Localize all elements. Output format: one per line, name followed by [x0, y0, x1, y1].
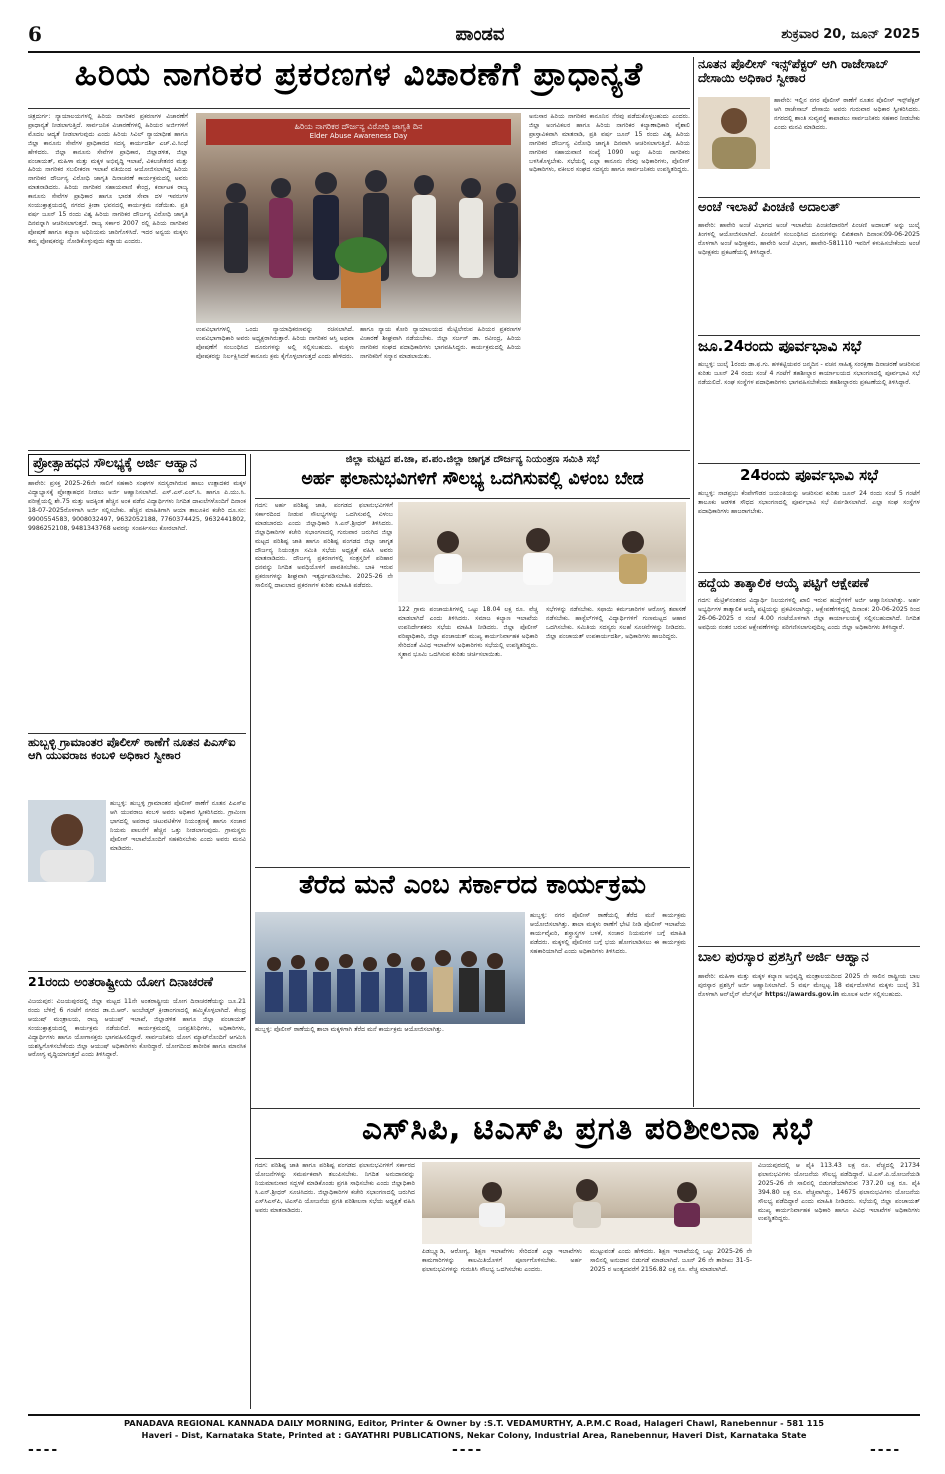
event-figures — [196, 143, 521, 323]
footer-dash-center: ---- — [452, 1442, 484, 1458]
elders-under-photo-b: ಹಾಗೂ ನ್ಯಾಯ ಕೋರಿ ನ್ಯಾಯಾಲಯದ ಮೆಟ್ಟಿಲೇರುವ ಹಿರಿಯರ ಪ್ರಕರಣಗಳ ವಿಚಾರಣೆ ಶೀಘ್ರವಾಗಿ ನಡೆಯಬೇಕು. ಜಿಲ್ಲಾ ಸರ್ಜನ್ ಡಾ. ರವೀಂದ್ರ, ಹಿರಿಯ ನಾಗರಿಕರ ಸಂಘದ ಪದಾಧಿಕಾರಿಗಳು ಭಾಗವಹಿಸಿದ್ದರು. ಕಾರ್ಯಕ್ರಮದಲ್ಲಿ ಹಿರಿಯ ನಾಗರಿಕರಿಗೆ ಸನ್ಮಾನ ಮಾಡಲಾಯಿತು. — [360, 326, 521, 360]
yoga-body: ವಿಜಯಪುರ: ವಿಜಯಪುರದಲ್ಲಿ ಜಿಲ್ಲಾ ಮಟ್ಟದ 11ನೇ ಅಂತರಾಷ್ಟ್ರೀಯ ಯೋಗ ದಿನಾಚರಣೆಯನ್ನು ಜೂ.21 ರಂದು ಬೆಳಿಗ್ಗೆ 6 ಗಂಟೆಗೆ ನಗರದ ಡಾ.ಬಿ.ಆರ್. ಅಂಬೇಡ್ಕರ್ ಕ್ರೀಡಾಂಗಣದಲ್ಲಿ ಹಮ್ಮಿಕೊಳ್ಳಲಾಗಿದೆ. ಕೇಂದ್ರ ಆಯುಷ್ ಮಂತ್ರಾಲಯ, ರಾಜ್ಯ ಆಯುಷ್ ಇಲಾಖೆ, ಜಿಲ್ಲಾಡಳಿತ ಹಾಗೂ ಜಿಲ್ಲಾ ಪಂಚಾಯತ್ ಸಂಯುಕ್ತಾಶ್ರಯದಲ್ಲಿ ಕಾರ್ಯಕ್ರಮ ನಡೆಯಲಿದೆ. ಕಾರ್ಯಕ್ರಮದಲ್ಲಿ ಜನಪ್ರತಿನಿಧಿಗಳು, ಅಧಿಕಾರಿಗಳು, ವಿದ್ಯಾರ್ಥಿಗಳು ಹಾಗೂ ಯೋಗಾಸಕ್ತರು ಭಾಗವಹಿಸಲಿದ್ದಾರೆ. ಸಾರ್ವಜನಿಕರು ಯೋಗ ಮ್ಯಾಟ್‌ನೊಂದಿಗೆ ಆಗಮಿಸಿ ಯಶಸ್ವಿಗೊಳಿಸಬೇಕೆಂದು ಜಿಲ್ಲಾ ಆಯುಷ್ ಅಧಿಕಾರಿಗಳು ಕೋರಿದ್ದಾರೆ. ಯೋಗದಿಂದ ಶಾರೀರಿಕ ಹಾಗೂ ಮಾನಸಿಕ ಆರೋಗ್ಯ ವೃದ್ಧಿಯಾಗುತ್ತದೆ ಎಂದು ತಿಳಿಸಿದ್ದಾರೆ. — [28, 998, 246, 1059]
rule — [28, 108, 690, 109]
scsp-col4: ವಿಜಯಪುರದಲ್ಲಿ ಆ ಪೈಕಿ 113.43 ಲಕ್ಷ ರೂ. ವೆಚ್ಚದಲ್ಲಿ 21734 ಫಲಾನುಭವಿಗಳು ಯೋಜನೆಯ ಸೌಲಭ್ಯ ಪಡೆದಿದ್ದಾರೆ. ಟಿ.ಎಸ್.ಪಿ.ಯೋಜನೆಯಡಿ 2025-26 ನೇ ಸಾಲಿನಲ್ಲಿ ಬಿಡುಗಡೆಯಾಗಿರುವ 737.20 ಲಕ್ಷ ರೂ. ಪೈಕಿ 394.80 ಲಕ್ಷ ರೂ. ವೆಚ್ಚವಾಗಿದ್ದು, 14675 ಫಲಾನುಭವಿಗಳು ಯೋಜನೆಯ ಸೌಲಭ್ಯ ಪಡೆದಿದ್ದಾರೆ ಎಂದು ಮಾಹಿತಿ ನೀಡಿದರು. ಸಭೆಯಲ್ಲಿ ಜಿಲ್ಲಾ ಪಂಚಾಯತ್ ಮುಖ್ಯ ಕಾರ್ಯನಿರ್ವಾಹಕ ಅಧಿಕಾರಿ ಹಾಗೂ ವಿವಿಧ ಇಲಾಖೆಗಳ ಅಧಿಕಾರಿಗಳು ಉಪಸ್ಥಿತರಿದ್ದರು. — [758, 1162, 920, 1223]
footer-line2: Haveri - Dist, Karnataka State, Printed at : GAYATHRI PUBLICATIONS, Nekar Colony, Industrial Area, Ranebennur, Haveri Dist, Karnataka State — [141, 1430, 807, 1440]
rule — [698, 463, 920, 464]
rule — [698, 197, 920, 198]
rule — [250, 1108, 920, 1109]
hubli-police-body: ಹುಬ್ಬಳ್ಳಿ: ಹುಬ್ಬಳ್ಳಿ ಗ್ರಾಮಾಂತರ ಪೊಲೀಸ್ ಠಾಣೆಗೆ ನೂತನ ಪಿಎಸ್‌ಐ ಆಗಿ ಯುವರಾಜ ಕಂಬಳಿ ಅವರು ಅಧಿಕಾರ ಸ್ವೀಕರಿಸಿದರು. ಗ್ರಾಮೀಣ ಭಾಗದಲ್ಲಿ ಅಪರಾಧ ಚಟುವಟಿಕೆಗಳ ನಿಯಂತ್ರಣಕ್ಕೆ ಹಾಗೂ ಸಂಚಾರ ನಿಯಮ ಪಾಲನೆಗೆ ಹೆಚ್ಚಿನ ಒತ್ತು ನೀಡಲಾಗುವುದು. ಗ್ರಾಮಸ್ಥರು ಪೊಲೀಸ್ ಇಲಾಖೆಯೊಂದಿಗೆ ಸಹಕರಿಸಬೇಕು ಎಂದು ಅವರು ಮನವಿ ಮಾಡಿದರು. — [110, 800, 246, 852]
incentive-headline: ಪ್ರೋತ್ಸಾಹಧನ ಸೌಲಭ್ಯಕ್ಕೆ ಅರ್ಜಿ ಆಹ್ವಾನ — [28, 454, 246, 476]
hubli-police-headline: ಹುಬ್ಬಳ್ಳಿ ಗ್ರಾಮಾಂತರ ಪೊಲೀಸ್ ಠಾಣೆಗೆ ನೂತನ ಪಿಎಸ್‌ಐ ಆಗಿ ಯುವರಾಜ ಕಂಬಳಿ ಅಧಿಕಾರ ಸ್ವೀಕಾರ — [28, 736, 236, 762]
yoga-headline: 21ರಂದು ಅಂತರಾಷ್ಟ್ರೀಯ ಯೋಗ ದಿನಾಚರಣೆ — [28, 975, 213, 989]
meeting-figures — [398, 502, 686, 602]
footer-dash-left: ---- — [28, 1442, 60, 1458]
scsp-col2: ಪಿಡಬ್ಲ್ಯೂಡಿ, ಆರೋಗ್ಯ, ಶಿಕ್ಷಣ ಇಲಾಖೆಗಳು ಸೇರಿದಂತೆ ಎಲ್ಲಾ ಇಲಾಖೆಗಳು ಕಾಮಗಾರಿಗಳನ್ನು ಕಾಲಮಿತಿಯೊಳಗೆ ಪೂರ್ಣಗೊಳಿಸಬೇಕು. ಅರ್ಹ ಫಲಾನುಭವಿಗಳನ್ನು ಗುರುತಿಸಿ ಸೌಲಭ್ಯ ಒದಗಿಸಬೇಕು ಎಂದರು. — [422, 1248, 582, 1273]
rule — [28, 450, 690, 451]
incentive-body: ಹಾವೇರಿ: ಪ್ರಸಕ್ತ 2025-26ನೇ ಸಾಲಿಗೆ ಸಹಕಾರಿ ಸಂಘಗಳ ಸದಸ್ಯರಾಗಿರುವ ಹಾಲು ಉತ್ಪಾದಕರ ಮಕ್ಕಳ ವಿದ್ಯಾಭ್ಯಾಸಕ್ಕೆ ಪ್ರೋತ್ಸಾಹಧನ ನೀಡಲು ಅರ್ಜಿ ಆಹ್ವಾನಿಸಲಾಗಿದೆ. ಎಸ್.ಎಸ್.ಎಲ್.ಸಿ. ಹಾಗೂ ಪಿ.ಯು.ಸಿ. ಪರೀಕ್ಷೆಯಲ್ಲಿ ಶೇ.75 ಮತ್ತು ಅದಕ್ಕಿಂತ ಹೆಚ್ಚಿನ ಅಂಕ ಪಡೆದ ವಿದ್ಯಾರ್ಥಿಗಳು ನಿಗದಿತ ದಾಖಲೆಗಳೊಂದಿಗೆ ದಿನಾಂಕ 18-07-2025ರೊಳಗಾಗಿ ಅರ್ಜಿ ಸಲ್ಲಿಸಬೇಕು. ಹೆಚ್ಚಿನ ಮಾಹಿತಿಗಾಗಿ ಆಯಾ ತಾಲೂಕಿನ ಕಚೇರಿ ದೂ.ಸಂ: 9900554583, 9008032497, 9632052188, 7760374425, 9632441802, 9986252108, 9481343768 ಅವರನ್ನು ಸಂಪರ್ಕಿಸಲು ಕೋರಲಾಗಿದೆ. — [28, 480, 246, 532]
footer-dash-right: ---- — [870, 1442, 902, 1458]
rule — [28, 733, 246, 734]
rule — [698, 946, 920, 947]
elders-under-photo-a: ಉಪವಿಭಾಗಗಳಲ್ಲಿ ಒಂದು ನ್ಯಾಯಾಧಿಕರಣವನ್ನು ರಚಿಸಲಾಗಿದೆ. ಉಪವಿಭಾಗಾಧಿಕಾರಿ ಅವರು ಅಧ್ಯಕ್ಷರಾಗಿರುತ್ತಾರೆ. ಹಿರಿಯ ನಾಗರಿಕರ ಆಸ್ತಿ ಅಥವಾ ಪೋಷಣೆಗೆ ಸಂಬಂಧಿಸಿದ ದೂರುಗಳನ್ನು ಅಲ್ಲಿ ಸಲ್ಲಿಸಬಹುದು. ಮಕ್ಕಳು ಪೋಷಕರನ್ನು ನಿರ್ಲಕ್ಷಿಸಿದರೆ ಕಾನೂನು ಕ್ರಮ ಕೈಗೊಳ್ಳಲಾಗುತ್ತದೆ ಎಂದು ಹೇಳಿದರು. — [196, 326, 354, 360]
issue-date: ಶುಕ್ರವಾರ 20, ಜೂನ್ 2025 — [781, 27, 920, 42]
meet24b-headline: 24ರಂದು ಪೂರ್ವಭಾವಿ ಸಭೆ — [740, 467, 878, 484]
footer-rule — [28, 1414, 920, 1416]
pension-body: ಹಾವೇರಿ: ಹಾವೇರಿ ಅಂಚೆ ವಿಭಾಗದ ಅಂಚೆ ಇಲಾಖೆಯ ಪಿಂಚಣಿದಾರರಿಗೆ ಪಿಂಚಣಿ ಅದಾಲತ್ ಅನ್ನು ಜುಲೈ ತಿಂಗಳಲ್ಲಿ ಆಯೋಜಿಸಲಾಗಿದೆ. ಪಿಂಚಣಿಗೆ ಸಂಬಂಧಿಸಿದ ದೂರುಗಳನ್ನು ಲಿಖಿತವಾಗಿ ದಿನಾಂಕ:09-06-2025 ರೊಳಗಾಗಿ ಅಂಚೆ ಅಧೀಕ್ಷಕರು, ಹಾವೇರಿ ಅಂಚೆ ವಿಭಾಗ, ಹಾವೇರಿ-581110 ಇವರಿಗೆ ಕಳುಹಿಸಬೇಕೆಂದು ಅಂಚೆ ಅಧೀಕ್ಷಕರು ಪ್ರಕಟಣೆಯಲ್ಲಿ ತಿಳಿಸಿದ್ದಾರೆ. — [698, 222, 920, 256]
open-house-caption: ಹುಬ್ಬಳ್ಳಿ: ಪೊಲೀಸ್ ಠಾಣೆಯಲ್ಲಿ ಶಾಲಾ ಮಕ್ಕಳಿಗಾಗಿ ತೆರೆದ ಮನೆ ಕಾರ್ಯಕ್ರಮ ಆಯೋಜಿಸಲಾಗಿತ್ತು. — [255, 1026, 444, 1033]
masthead — [0, 22, 945, 50]
police-body: ಹಾವೇರಿ: ಇಲ್ಲಿನ ನಗರ ಪೊಲೀಸ್ ಠಾಣೆಗೆ ನೂತನ ಪೊಲೀಸ್ ಇನ್ಸ್‌ಪೆಕ್ಟರ್ ಆಗಿ ರಾಜೇಸಾಬ್ ದೇಸಾಯಿ ಅವರು ಗುರುವಾರ ಅಧಿಕಾರ ಸ್ವೀಕರಿಸಿದರು. ನಗರದಲ್ಲಿ ಶಾಂತಿ ಸುವ್ಯವಸ್ಥೆ ಕಾಪಾಡಲು ಸಾರ್ವಜನಿಕರು ಸಹಕಾರ ನೀಡಬೇಕು ಎಂದು ಮನವಿ ಮಾಡಿದರು. — [774, 97, 920, 131]
col-rule — [693, 57, 694, 1107]
award-headline: ಬಾಲ ಪುರಸ್ಕಾರ ಪ್ರಶಸ್ತಿಗೆ ಅರ್ಜಿ ಆಹ್ವಾನ — [698, 950, 869, 965]
meet24a-body: ಹುಬ್ಬಳ್ಳಿ: ಜುಲೈ 1ರಂದು ಡಾ.ಫ.ಗು. ಹಳಕಟ್ಟಿಯವರ ಜನ್ಮದಿನ - ವಚನ ಸಾಹಿತ್ಯ ಸಂರಕ್ಷಣಾ ದಿನಾಚರಣೆ ಆಚರಿಸುವ ಕುರಿತು ಜೂನ್ 24 ರಂದು ಸಂಜೆ 4 ಗಂಟೆಗೆ ತಹಶೀಲ್ದಾರ ಕಾರ್ಯಾಲಯದ ಸಭಾಂಗಣದಲ್ಲಿ ಪೂರ್ವಭಾವಿ ಸಭೆ ನಡೆಯಲಿದೆ. ಸಂಘ ಸಂಸ್ಥೆಗಳ ಪದಾಧಿಕಾರಿಗಳು ಭಾಗವಹಿಸಬೇಕೆಂದು ತಹಶೀಲ್ದಾರರು ಪ್ರಕಟಣೆಯಲ್ಲಿ ತಿಳಿಸಿದ್ದಾರೆ. — [698, 361, 920, 386]
person-icon — [28, 800, 106, 882]
scsp-headline: ಎಸ್‌ಸಿಪಿ, ಟಿಎಸ್‌ಪಿ ಪ್ರಗತಿ ಪರಿಶೀಲನಾ ಸಭೆ — [362, 1112, 813, 1147]
rule — [255, 867, 690, 868]
award-url[interactable]: https://awards.gov.in — [765, 990, 840, 998]
police-portrait — [698, 97, 770, 169]
open-house-headline: ತೆರೆದ ಮನೆ ಎಂಬ ಸರ್ಕಾರದ ಕಾರ್ಯಕ್ರಮ — [298, 871, 647, 900]
open-house-body: ಹುಬ್ಬಳ್ಳಿ: ನಗರ ಪೊಲೀಸ್ ಠಾಣೆಯಲ್ಲಿ ತೆರೆದ ಮನೆ ಕಾರ್ಯಕ್ರಮ ಆಯೋಜಿಸಲಾಗಿತ್ತು. ಶಾಲಾ ಮಕ್ಕಳು ಠಾಣೆಗೆ ಭೇಟಿ ನೀಡಿ ಪೊಲೀಸ್ ಇಲಾಖೆಯ ಕಾರ್ಯವೈಖರಿ, ಶಸ್ತ್ರಾಸ್ತ್ರಗಳ ಬಳಕೆ, ಸಂಚಾರ ನಿಯಮಗಳ ಬಗ್ಗೆ ಮಾಹಿತಿ ಪಡೆದರು. ಮಕ್ಕಳಲ್ಲಿ ಪೊಲೀಸರ ಬಗ್ಗೆ ಭಯ ಹೋಗಲಾಡಿಸಲು ಈ ಕಾರ್ಯಕ್ರಮ ಸಹಕಾರಿಯಾಗಿದೆ ಎಂದು ಅಧಿಕಾರಿಗಳು ತಿಳಿಸಿದರು. — [530, 912, 686, 955]
person-icon — [698, 97, 770, 169]
rule — [255, 1158, 920, 1159]
elders-col-right: ಅನುಸಾರ ಹಿರಿಯ ನಾಗರಿಕರ ಕಾನೂನಿನ ನೆರವು ಪಡೆದುಕೊಳ್ಳಬಹುದು ಎಂದರು. ಜಿಲ್ಲಾ ಅಂಗವಿಕಲರ ಹಾಗೂ ಹಿರಿಯ ನಾಗರಿಕರ ಕಲ್ಯಾಣಾಧಿಕಾರಿ ವೈಶಾಲಿ ಪ್ರಾಸ್ತಾವಿಕವಾಗಿ ಮಾತನಾಡಿ, ಪ್ರತಿ ವರ್ಷ ಜೂನ್ 15 ರಂದು ವಿಶ್ವ ಹಿರಿಯ ನಾಗರಿಕರ ದೌರ್ಜನ್ಯ ವಿರೋಧಿ ಜಾಗೃತಿ ದಿನವಾಗಿ ಆಚರಿಸಲಾಗುತ್ತಿದೆ. ಹಿರಿಯ ನಾಗರಿಕರ ಸಹಾಯವಾಣಿ ಸಂಖ್ಯೆ 1090 ಅನ್ನು ಹಿರಿಯ ನಾಗರಿಕರು ಬಳಸಿಕೊಳ್ಳಬೇಕು. ಸಭೆಯಲ್ಲಿ ಎಲ್ಲಾ ಕಾನೂನು ನೆರವು ಅಧಿಕಾರಿಗಳು, ಪೊಲೀಸ್ ಅಧಿಕಾರಿಗಳು, ವಕೀಲರ ಸಂಘದ ಸದಸ್ಯರು ಹಾಗೂ ಸಾರ್ವಜನಿಕರು ಉಪಸ್ಥಿತರಿದ್ದರು. — [529, 113, 690, 174]
rule — [698, 572, 920, 573]
vigilance-col3: ಸಭೆಗಳನ್ನು ನಡೆಸಬೇಕು. ಸಫಾಯಿ ಕರ್ಮಚಾರಿಗಳ ಆರೋಗ್ಯ ತಪಾಸಣೆ ನಡೆಸಬೇಕು. ಹಾಸ್ಟೆಲ್‌ಗಳಲ್ಲಿ ವಿದ್ಯಾರ್ಥಿಗಳಿಗೆ ಗುಣಮಟ್ಟದ ಆಹಾರ ಒದಗಿಸಬೇಕು. ಸಮಿತಿಯ ಸದಸ್ಯರು ಸಲಹೆ ಸೂಚನೆಗಳನ್ನು ನೀಡಿದರು. ಜಿಲ್ಲಾ ಪಂಚಾಯತ್ ಉಪಕಾರ್ಯದರ್ಶಿ, ಅಧಿಕಾರಿಗಳು ಹಾಜರಿದ್ದರು. — [546, 606, 686, 640]
open-house-photo — [255, 912, 525, 1024]
meet24b-body: ಹುಬ್ಬಳ್ಳಿ: ನಾಡಪ್ರಭು ಕೆಂಪೇಗೌಡರ ಜಯಂತಿಯನ್ನು ಆಚರಿಸುವ ಕುರಿತು ಜೂನ್ 24 ರಂದು ಸಂಜೆ 5 ಗಂಟೆಗೆ ತಾಲೂಕು ಆಡಳಿತ ಸೌಧದ ಸಭಾಂಗಣದಲ್ಲಿ ಪೂರ್ವಭಾವಿ ಸಭೆ ಏರ್ಪಡಿಸಲಾಗಿದೆ. ಎಲ್ಲಾ ಸಂಘ ಸಂಸ್ಥೆಗಳ ಪದಾಧಿಕಾರಿಗಳು ಹಾಜರಾಗಬೇಕು. — [698, 490, 920, 515]
rule — [28, 971, 246, 972]
hubli-police-portrait — [28, 800, 106, 882]
paper-name: ಪಾಂಡವ — [455, 24, 505, 45]
page-number: 6 — [28, 22, 42, 46]
footer-line1: PANADAVA REGIONAL KANNADA DAILY MORNING, Editor, Printer & Owner by :S.T. VEDAMURTHY, A.P.M.C Road, Halageri Chawl, Ranebennur - 581 115 — [123, 1418, 825, 1428]
scsp-col1: ಗದಗ: ಪರಿಶಿಷ್ಟ ಜಾತಿ ಹಾಗೂ ಪರಿಶಿಷ್ಟ ಪಂಗಡದ ಫಲಾನುಭವಿಗಳಿಗೆ ಸರ್ಕಾರದ ಯೋಜನೆಗಳನ್ನು ಸಮರ್ಪಕವಾಗಿ ತಲುಪಿಸಬೇಕು. ನಿಗದಿತ ಅನುದಾನವನ್ನು ನಿಯಮಾನುಸಾರ ಸದ್ಬಳಕೆ ಮಾಡಿಕೊಂಡು ಪ್ರಗತಿ ಸಾಧಿಸಬೇಕು ಎಂದು ಜಿಲ್ಲಾಧಿಕಾರಿ ಸಿ.ಎನ್.ಶ್ರೀಧರ್ ಸೂಚಿಸಿದರು. ಜಿಲ್ಲಾಧಿಕಾರಿಗಳ ಕಚೇರಿ ಸಭಾಂಗಣದಲ್ಲಿ ಜರುಗಿದ ಎಸ್‌ಸಿಎಸ್‌ಪಿ, ಟಿಎಸ್‌ಪಿ ಯೋಜನೆಯ ಪ್ರಗತಿ ಪರಿಶೀಲನಾ ಸಭೆಯ ಅಧ್ಯಕ್ಷತೆ ವಹಿಸಿ ಅವರು ಮಾತನಾಡಿದರು. — [255, 1162, 415, 1214]
children-group — [255, 912, 525, 1024]
meet24a-headline: ಜೂ.24ರಂದು ಪೂರ್ವಭಾವಿ ಸಭೆ — [698, 338, 862, 355]
col-rule — [250, 454, 251, 1409]
rule — [698, 335, 920, 336]
award-body: ಹಾವೇರಿ: ಮಹಿಳಾ ಮತ್ತು ಮಕ್ಕಳ ಕಲ್ಯಾಣ ಅಭಿವೃದ್ಧಿ ಮಂತ್ರಾಲಯದಿಂದ 2025 ನೇ ಸಾಲಿನ ರಾಷ್ಟ್ರೀಯ ಬಾಲ ಪುರಸ್ಕಾರ ಪ್ರಶಸ್ತಿಗೆ ಅರ್ಜಿ ಆಹ್ವಾನಿಸಲಾಗಿದೆ. 5 ವರ್ಷ ಮೇಲ್ಪಟ್ಟ 18 ವರ್ಷದೊಳಗಿನ ಮಕ್ಕಳು ಜುಲೈ 31 ರೊಳಗಾಗಿ ಆನ್‌ಲೈನ್ ವೆಬ್‌ಸೈಟ್ https://awards.gov.in ಮೂಲಕ ಅರ್ಜಿ ಸಲ್ಲಿಸಬಹುದು. — [698, 973, 920, 998]
vigilance-col1: ಗದಗ: ಅರ್ಹ ಪರಿಶಿಷ್ಟ ಜಾತಿ, ಪಂಗಡದ ಫಲಾನುಭವಿಗಳಿಗೆ ಸರ್ಕಾರದಿಂದ ನೀಡುವ ಸೌಲಭ್ಯಗಳನ್ನು ಒದಗಿಸುವಲ್ಲಿ ವಿಳಂಬ ಮಾಡಬಾರದು ಎಂದು ಜಿಲ್ಲಾಧಿಕಾರಿ ಸಿ.ಎನ್.ಶ್ರೀಧರ್ ತಿಳಿಸಿದರು. ಜಿಲ್ಲಾಧಿಕಾರಿಗಳ ಕಚೇರಿ ಸಭಾಂಗಣದಲ್ಲಿ ಗುರುವಾರ ಜರುಗಿದ ಜಿಲ್ಲಾ ಮಟ್ಟದ ಪರಿಶಿಷ್ಟ ಜಾತಿ ಹಾಗೂ ಪರಿಶಿಷ್ಟ ಪಂಗಡದ ಜಿಲ್ಲಾ ಜಾಗೃತ ದೌರ್ಜನ್ಯ ನಿಯಂತ್ರಣ ಸಮಿತಿ ಸಭೆಯ ಅಧ್ಯಕ್ಷತೆ ವಹಿಸಿ ಅವರು ಮಾತನಾಡಿದರು. ದೌರ್ಜನ್ಯ ಪ್ರಕರಣಗಳಲ್ಲಿ ಸಂತ್ರಸ್ತರಿಗೆ ಪರಿಹಾರ ಧನವನ್ನು ನಿಗದಿತ ಅವಧಿಯೊಳಗೆ ಪಾವತಿಸಬೇಕು. ಬಾಕಿ ಇರುವ ಪ್ರಕರಣಗಳನ್ನು ಶೀಘ್ರವಾಗಿ ಇತ್ಯರ್ಥಪಡಿಸಬೇಕು. 2025-26 ನೇ ಸಾಲಿನಲ್ಲಿ ದಾಖಲಾದ ಪ್ರಕರಣಗಳ ಕುರಿತು ಮಾಹಿತಿ ಪಡೆದರು. — [255, 502, 393, 590]
scsp-col3: ಮುಟ್ಟುವಂತೆ ಎಂದು ಹೇಳಿದರು. ಶಿಕ್ಷಣ ಇಲಾಖೆಯಲ್ಲಿ ಒಟ್ಟು 2025-26 ನೇ ಸಾಲಿನಲ್ಲಿ ಅನುದಾನ ಬಿಡುಗಡೆ ಮಾಡಲಾಗಿದೆ. ಜೂನ್ 26 ನೇ ತಾರೀಖು 31-5-2025 ರ ಅಂತ್ಯದವರೆಗೆ 2156.82 ಲಕ್ಷ ರೂ. ವೆಚ್ಚ ಮಾಡಲಾಗಿದೆ. — [590, 1248, 752, 1273]
vigilance-headline: ಅರ್ಹ ಫಲಾನುಭವಿಗಳಿಗೆ ಸೌಲಭ್ಯ ಒದಗಿಸುವಲ್ಲಿ ವಿಳಂಬ ಬೇಡ — [301, 470, 644, 489]
objection-headline: ಹದ್ದೆಯ ತಾತ್ಕಾಲಿಕ ಆಯ್ಕೆ ಪಟ್ಟಿಗೆ ಆಕ್ಷೇಪಣೆ — [698, 576, 869, 590]
objection-body: ಗದಗ: ಮೆಟ್ರಿಕ್‌ನಂತರದ ವಿದ್ಯಾರ್ಥಿ ನಿಲಯಗಳಲ್ಲಿ ಖಾಲಿ ಇರುವ ಹುದ್ದೆಗಳಿಗೆ ಅರ್ಜಿ ಆಹ್ವಾನಿಸಲಾಗಿತ್ತು. ಅರ್ಹ ಅಭ್ಯರ್ಥಿಗಳ ತಾತ್ಕಾಲಿಕ ಆಯ್ಕೆ ಪಟ್ಟಿಯನ್ನು ಪ್ರಕಟಿಸಲಾಗಿದ್ದು, ಆಕ್ಷೇಪಣೆಗಳಿದ್ದಲ್ಲಿ ದಿನಾಂಕ: 20-06-2025 ರಿಂದ 26-06-2025 ರ ಸಂಜೆ 4.00 ಗಂಟೆಯೊಳಗಾಗಿ ಜಿಲ್ಲಾ ಕಾರ್ಯಾಲಯಕ್ಕೆ ಸಲ್ಲಿಸಬಹುದಾಗಿದೆ. ನಿಗದಿತ ಅವಧಿಯ ನಂತರ ಬರುವ ಆಕ್ಷೇಪಣೆಗಳನ್ನು ಪರಿಗಣಿಸಲಾಗುವುದಿಲ್ಲ ಎಂದು ಜಿಲ್ಲಾ ಅಧಿಕಾರಿಗಳು ತಿಳಿಸಿದ್ದಾರೆ. — [698, 597, 920, 631]
scsp-photo — [422, 1162, 752, 1244]
vigilance-col2: 122 ಗ್ರಾಮ ಪಂಚಾಯತಿಗಳಲ್ಲಿ ಒಟ್ಟು 18.04 ಲಕ್ಷ ರೂ. ವೆಚ್ಚ ಮಾಡಲಾಗಿದೆ ಎಂದು ತಿಳಿಸಿದರು. ಸಮಾಜ ಕಲ್ಯಾಣ ಇಲಾಖೆಯ ಉಪನಿರ್ದೇಶಕರು ಸಭೆಯ ಮಾಹಿತಿ ನೀಡಿದರು. ಜಿಲ್ಲಾ ಪೊಲೀಸ್ ವರಿಷ್ಠಾಧಿಕಾರಿ, ಜಿಲ್ಲಾ ಪಂಚಾಯತ್ ಮುಖ್ಯ ಕಾರ್ಯನಿರ್ವಾಹಕ ಅಧಿಕಾರಿ ಸೇರಿದಂತೆ ವಿವಿಧ ಇಲಾಖೆಗಳ ಅಧಿಕಾರಿಗಳು ಸಭೆಯಲ್ಲಿ ಉಪಸ್ಥಿತರಿದ್ದರು. ಸ್ಮಶಾನ ಭೂಮಿ ಒದಗಿಸುವ ಕುರಿತು ಚರ್ಚಿಸಲಾಯಿತು. — [398, 606, 538, 658]
masthead-rule — [28, 51, 920, 53]
meeting-figures — [422, 1162, 752, 1244]
pension-headline: ಅಂಚೆ ಇಲಾಖೆ ಪಿಂಚಣಿ ಅದಾಲತ್ — [698, 201, 841, 215]
photo-banner: ಹಿರಿಯ ನಾಗರಿಕರ ದೌರ್ಜನ್ಯ ವಿರೋಧಿ ಜಾಗೃತಿ ದಿನ Elder Abuse Awareness Day — [206, 119, 511, 145]
elders-photo — [196, 113, 521, 323]
elders-headline: ಹಿರಿಯ ನಾಗರಿಕರ ಪ್ರಕರಣಗಳ ವಿಚಾರಣೆಗೆ ಪ್ರಾಧಾನ್ಯತೆ — [74, 57, 644, 93]
elders-col1: ಚಿತ್ರದುರ್ಗ: ನ್ಯಾಯಾಲಯಗಳಲ್ಲಿ ಹಿರಿಯ ನಾಗರಿಕರ ಪ್ರಕರಣಗಳ ವಿಚಾರಣೆಗೆ ಪ್ರಾಧಾನ್ಯತೆ ನೀಡಲಾಗುತ್ತಿದೆ. ಸಾರ್ವಜನಿಕ ವಿಚಾರಣೆಗಳಲ್ಲಿ ಹಿರಿಯರ ಅರ್ಜಿಗಳಿಗೆ ಮೊದಲ ಆದ್ಯತೆ ನೀಡಲಾಗುವುದು ಎಂದು ಹಿರಿಯ ಸಿವಿಲ್ ನ್ಯಾಯಾಧೀಶ ಹಾಗೂ ಜಿಲ್ಲಾ ಕಾನೂನು ಸೇವೆಗಳ ಪ್ರಾಧಿಕಾರದ ಸದಸ್ಯ ಕಾರ್ಯದರ್ಶಿ ಎಚ್.ವಿ.ಸಿಂಧೆ ಹೇಳಿದರು. ಜಿಲ್ಲಾ ಕಾನೂನು ಸೇವೆಗಳ ಪ್ರಾಧಿಕಾರ, ಜಿಲ್ಲಾಡಳಿತ, ಜಿಲ್ಲಾ ಪಂಚಾಯತ್, ಮಹಿಳಾ ಮತ್ತು ಮಕ್ಕಳ ಅಭಿವೃದ್ಧಿ ಇಲಾಖೆ, ವಿಕಲಚೇತನರ ಮತ್ತು ಹಿರಿಯ ನಾಗರಿಕರ ಸಬಲೀಕರಣ ಇಲಾಖೆ ವತಿಯಿಂದ ಆಯೋಜಿಸಲಾಗಿದ್ದ ಹಿರಿಯ ನಾಗರಿಕರ ದೌರ್ಜನ್ಯ ವಿರೋಧಿ ಜಾಗೃತಿ ದಿನಾಚರಣೆ ಕಾರ್ಯಕ್ರಮದಲ್ಲಿ ಅವರು ಮಾತನಾಡಿದರು. ಹಿರಿಯ ನಾಗರಿಕರ ಸಹಾಯವಾಣಿ ಕೇಂದ್ರ, ಕರ್ನಾಟಕ ರಾಜ್ಯ ಕಾನೂನು ಸೇವೆಗಳ ಪ್ರಾಧಿಕಾರ ಹಾಗೂ ಭಾರತ ಸೇವಾ ದಳ ಇವರುಗಳ ಸಂಯುಕ್ತಾಶ್ರಯದಲ್ಲಿ ನಗರದ ಕ್ರೀಡಾ ಭವನದಲ್ಲಿ ಕಾರ್ಯಕ್ರಮ ನಡೆಯಿತು. ಪ್ರತಿ ವರ್ಷ ಜೂನ್ 15 ರಂದು ವಿಶ್ವ ಹಿರಿಯ ನಾಗರಿಕರ ದೌರ್ಜನ್ಯ ವಿರೋಧಿ ಜಾಗೃತಿ ದಿನವನ್ನಾಗಿ ಆಚರಿಸಲಾಗುತ್ತದೆ. ರಾಜ್ಯ ಸರ್ಕಾರ 2007 ರಲ್ಲಿ ಹಿರಿಯ ನಾಗರಿಕರ ಪೋಷಣೆ ಹಾಗೂ ಕಲ್ಯಾಣ ಅಧಿನಿಯಮ ಜಾರಿಗೊಳಿಸಿದೆ. ಇದರ ಅನ್ವಯ ಮಕ್ಕಳು ತಮ್ಮ ಪೋಷಕರನ್ನು ನೋಡಿಕೊಳ್ಳುವುದು ಕಡ್ಡಾಯ ಎಂದರು. — [28, 113, 188, 245]
police-headline: ನೂತನ ಪೊಲೀಸ್ ಇನ್ಸ್‌ಪೆಕ್ಟರ್ ಆಗಿ ರಾಜೇಸಾಬ್ ದೇಸಾಯಿ ಅಧಿಕಾರ ಸ್ವೀಕಾರ — [698, 57, 889, 85]
rule — [255, 498, 690, 499]
vigilance-kicker: ಜಿಲ್ಲಾ ಮಟ್ಟದ ಪ.ಜಾ, ಪ.ಪಂ.ಜಿಲ್ಲಾ ಜಾಗೃತ ದೌರ್ಜನ್ಯ ನಿಯಂತ್ರಣ ಸಮಿತಿ ಸಭೆ — [345, 454, 600, 465]
vigilance-photo — [398, 502, 686, 602]
